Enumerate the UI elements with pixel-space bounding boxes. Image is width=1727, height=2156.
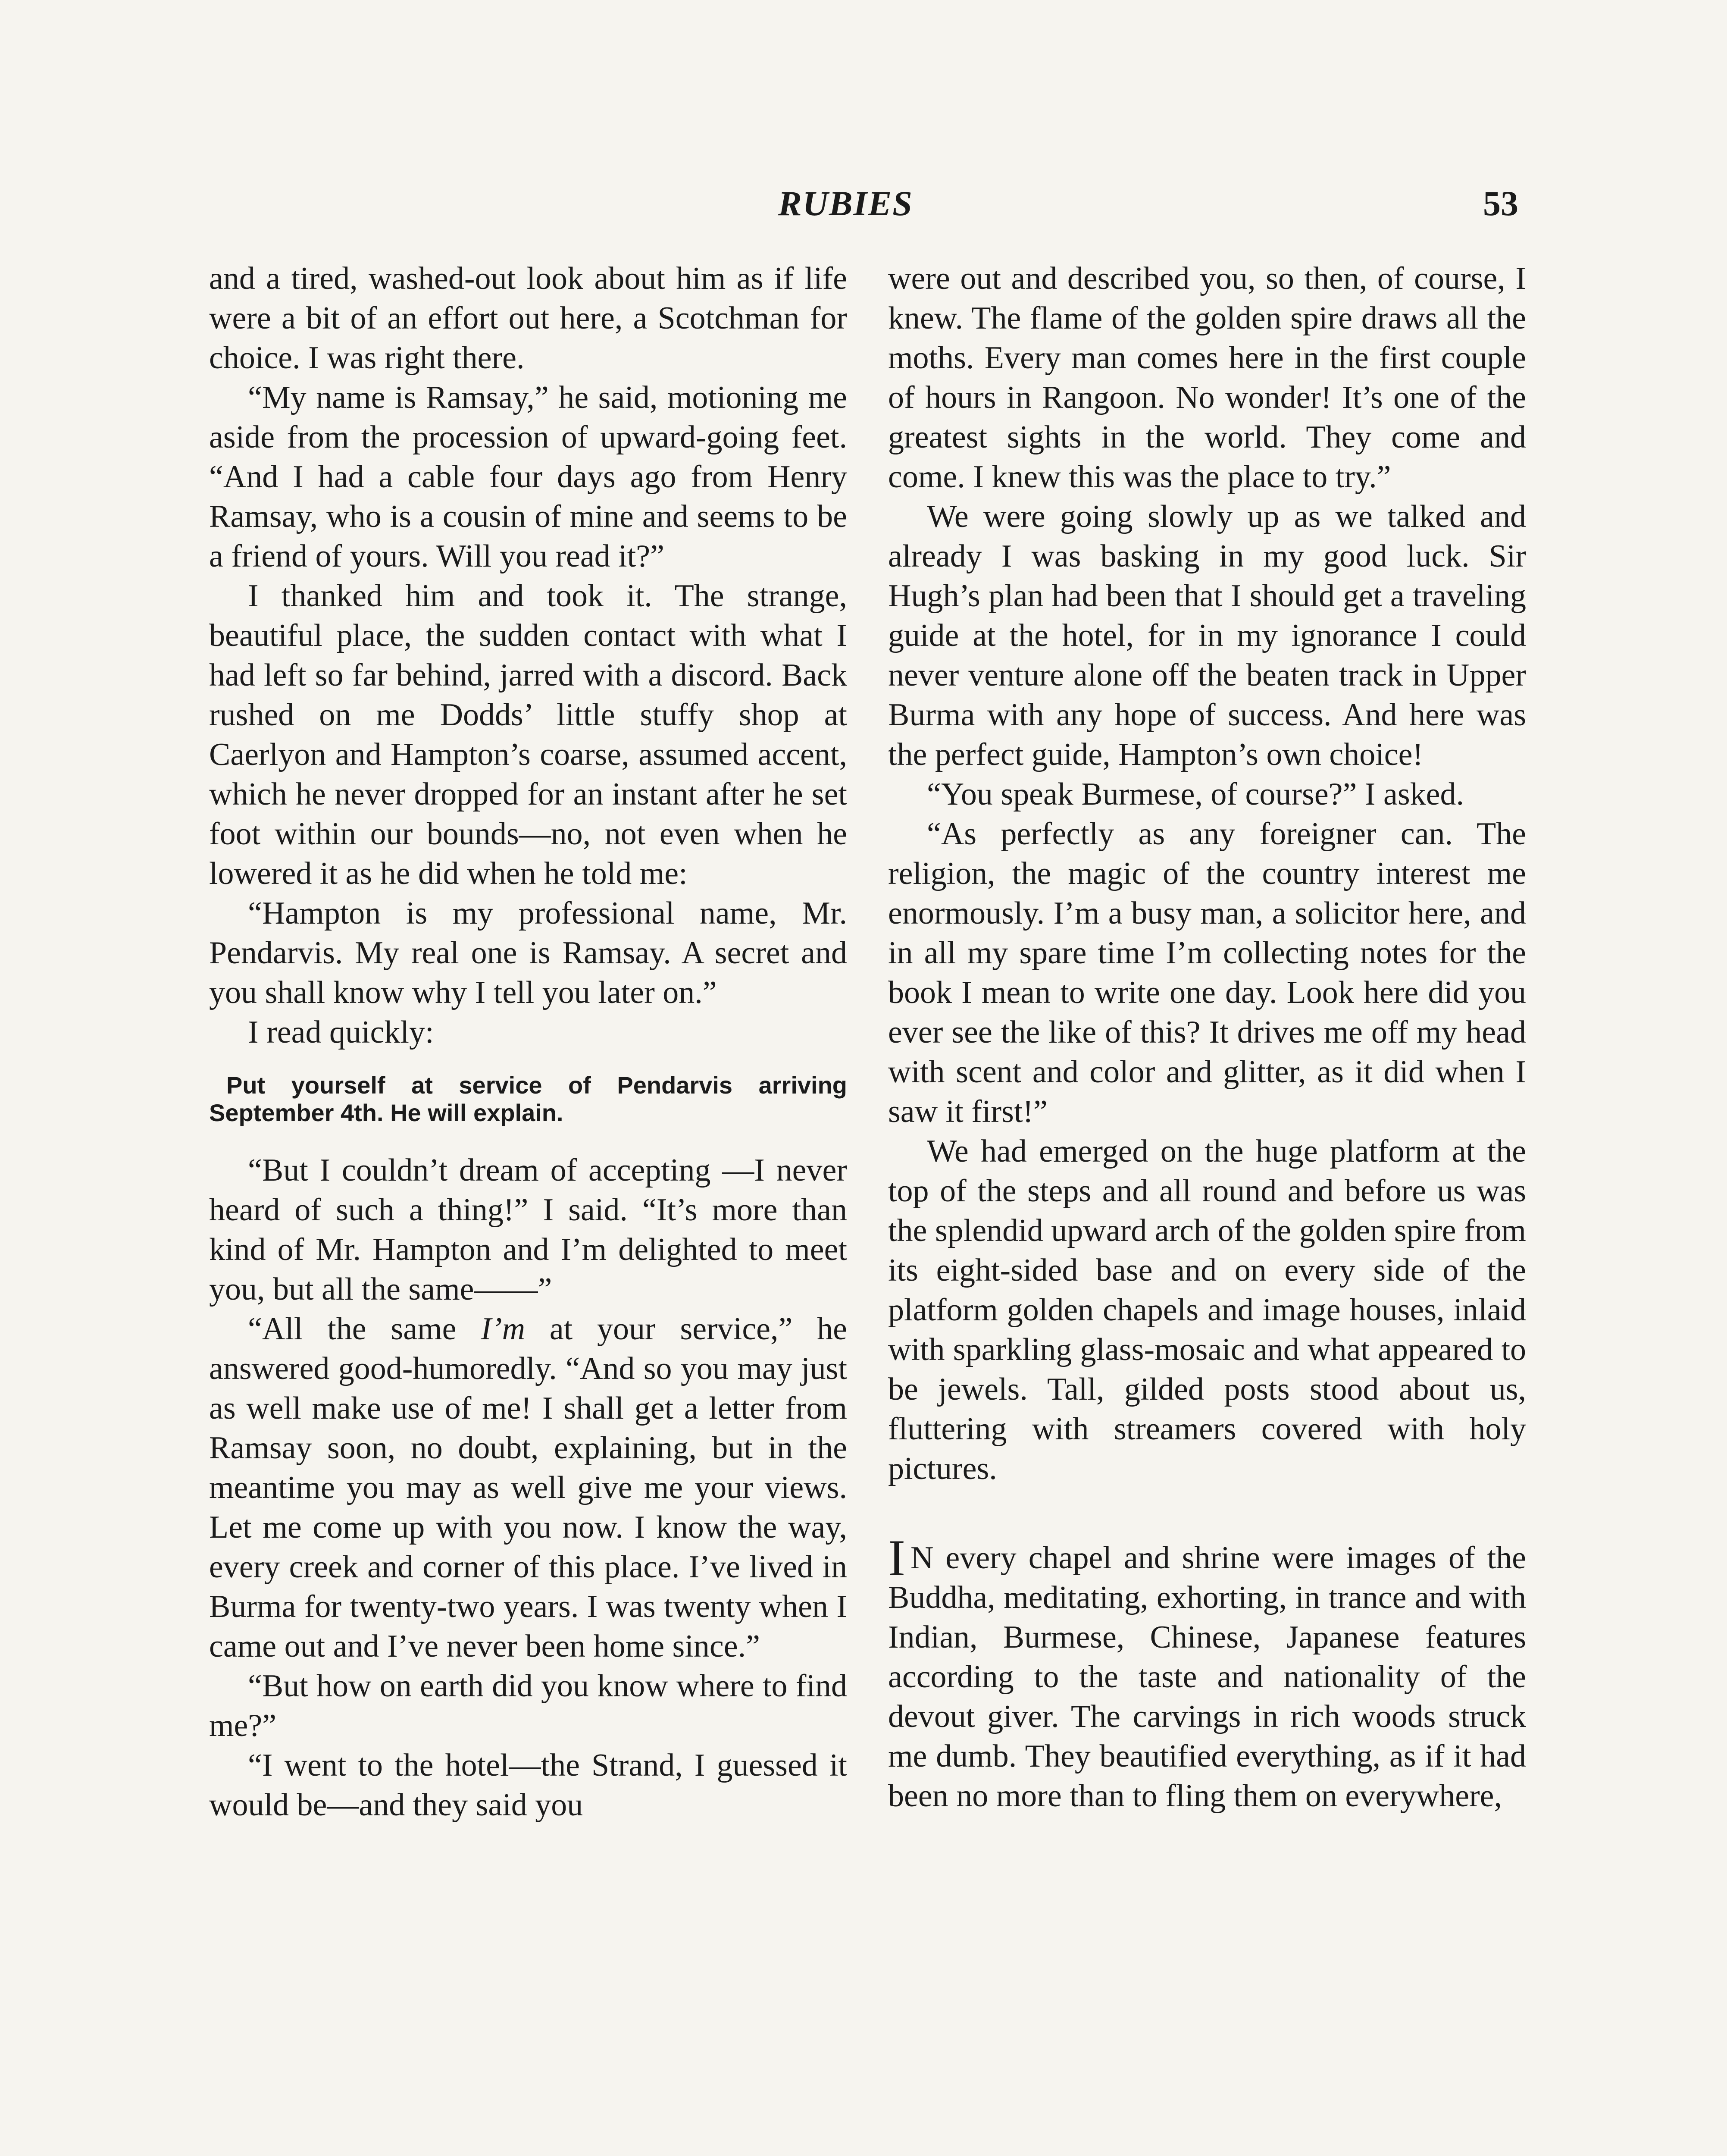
text-run: every chapel and shrine were images of the Buddha, meditating, exhorting, in trance and with Indian, Burmese, Chinese, Japanese features according to the taste and nationality of the devout giver. The carvings in rich woods struck me dumb. They beautified everything, as if it had been no more than to fling them on everywhere, [888,1540,1526,1814]
left-column [209,259,847,1825]
drop-cap: I [888,1529,905,1586]
paragraph: “My name is Ramsay,” he said, motioning me aside from the procession of upward-going feet. “And I had a cable four days ago from Henry Ramsay, who is a cousin of mine and seems to be a friend of yours. Will you read it?” [209,380,847,574]
paragraph: “But I couldn’t dream of accepting —I never heard of such a thing!” I said. “It’s more than kind of Mr. Hampton and I’m delighted to meet you, but all the same——” [209,1153,847,1307]
paragraph: and a tired, washed-out look about him as if life were a bit of an effort out here, a Scotchman for choice. I was right there. [209,261,847,376]
section-break [888,1489,1526,1538]
telegram-text: Put yourself at service of Pendarvis arriving September 4th. He will explain. [209,1072,847,1126]
paragraph: “As perfectly as any foreigner can. The religion, the magic of the country interest me enormously. I’m a busy man, a solicitor here, and in all my spare time I’m collecting notes for the book I mean to write one day. Look here did you ever see the like of this? It drives me off my head with scent and color and glitter, as it did when I saw it first!” [888,816,1526,1129]
paragraph: “Hampton is my professional name, Mr. Pendarvis. My real one is Ramsay. A secret and you shall know why I tell you later on.” [209,896,847,1010]
paragraph: “But how on earth did you know where to find me?” [209,1668,847,1743]
paragraph: “You speak Burmese, of course?” I asked. [927,777,1464,812]
text-run: at your service,” he answered good-humoredly. “And so you may just as well make use of me! I shall get a letter from Ramsay soon, no doubt, explaining, but in the meantime you may as well give me your views. Let me come up with you now. I know the way, every creek and corner of this place. I’ve lived in Burma for twenty-two years. I was twenty when I came out and I’ve never been home since.” [209,1311,848,1664]
paragraph [209,1309,847,1666]
paragraph: were out and described you, so then, of course, I knew. The flame of the golden spire draws all the moths. Every man comes here in the first couple of hours in Rangoon. No wonder! It’s one of the greatest sights in the world. They come and come. I knew this was the place to try.” [888,261,1526,495]
paragraph-with-drop-cap [888,1529,1526,1816]
paragraph: We were going slowly up as we talked and already I was basking in my good luck. Sir Hugh’s plan had been that I should get a traveling guide at the hotel, for in my ignorance I could never venture alone off the beaten track in Upper Burma with any hope of success. And here was the perfect guide, Hampton’s own choice! [888,499,1526,772]
small-caps-text: N [910,1540,934,1576]
paragraph: I thanked him and took it. The strange, beautiful place, the sudden contact with what I had left so far behind, jarred with a discord. Back rushed on me Dodds’ little stuffy shop at Caerlyon and Hampton’s coarse, assumed accent, which he never dropped for an instant after he set foot within our bounds—no, not even when he lowered it as he did when he told me: [209,578,847,891]
text-run: “All the same [248,1311,481,1347]
paragraph: “I went to the hotel—the Strand, I guessed it would be—and they said you [209,1748,847,1823]
paragraph: We had emerged on the huge platform at the top of the steps and all round and before us was the splendid upward arch of the golden spire from its eight-sided base and on every side of the platform golden chapels and image houses, inlaid with sparkling glass-mosaic and what appeared to be jewels. Tall, gilded posts stood about us, fluttering with streamers covered with holy pictures. [888,1134,1526,1486]
page-number: 53 [1483,184,1518,223]
italic-text: I’m [481,1311,526,1347]
right-column [888,259,1526,1816]
running-title: RUBIES [778,184,913,223]
paragraph: I read quickly: [248,1015,434,1050]
